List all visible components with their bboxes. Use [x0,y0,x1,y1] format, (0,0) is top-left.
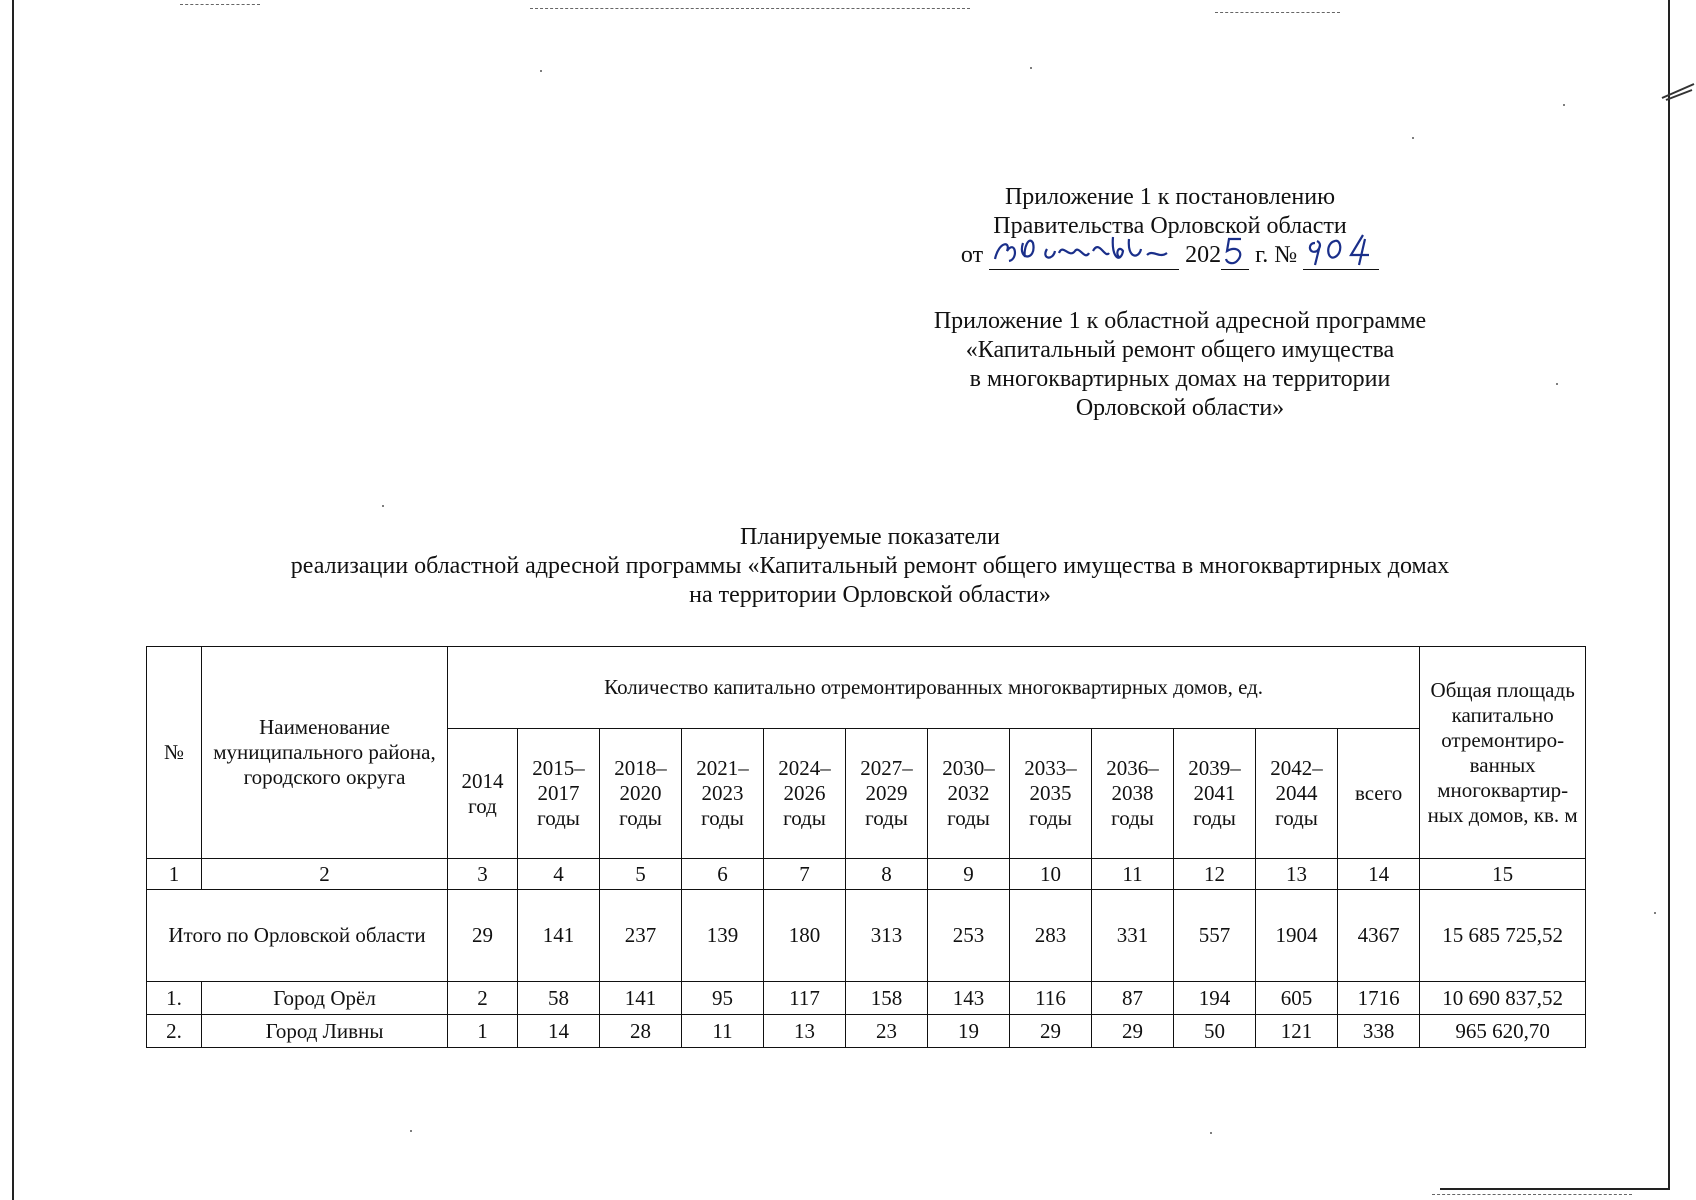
year-prefix: 202 [1185,242,1222,268]
column-number-6: 6 [682,859,764,890]
scan-speck [1412,137,1414,139]
row-value: 1716 [1338,982,1420,1015]
column-number-1: 1 [147,859,202,890]
header-name: Наименование муниципального района, городского округа [202,647,448,859]
column-number-4: 4 [518,859,600,890]
annex-program-line1: Приложение 1 к областной адресной программе [933,308,1427,334]
column-number-10: 10 [1010,859,1092,890]
header-period-4: 2021–2023 годы [682,729,764,859]
row-value: 116 [1010,982,1092,1015]
total-value: 283 [1010,890,1092,982]
row-name: Город Ливны [202,1015,448,1048]
total-value: 253 [928,890,1010,982]
header-group-count: Количество капитально отремонтированных многоквартирных домов, ед. [448,647,1420,729]
total-label: Итого по Орловской области [147,890,448,982]
row-value: 194 [1174,982,1256,1015]
handwritten-date-signature [989,229,1179,269]
annex-decree-block [960,183,1380,270]
row-value: 605 [1256,982,1338,1015]
total-value: 180 [764,890,846,982]
annex-decree-line2: Правительства Орловской области [993,213,1347,239]
column-number-8: 8 [846,859,928,890]
scan-artifact-line [1215,12,1340,14]
header-period-11: 2042–2044 годы [1256,729,1338,859]
handwritten-number-field [1303,243,1379,270]
row-area: 965 620,70 [1420,1015,1586,1048]
scan-artifact-line [1432,1194,1632,1196]
column-number-2: 2 [202,859,448,890]
column-number-7: 7 [764,859,846,890]
row-value: 121 [1256,1015,1338,1048]
title-line2: реализации областной адресной программы «Капитальный ремонт общего имущества в многоквартирных домах [290,553,1450,579]
column-number-11: 11 [1092,859,1174,890]
scan-edge-right [1668,0,1670,1190]
row-value: 29 [1092,1015,1174,1048]
total-value: 237 [600,890,682,982]
annex-program-block [900,307,1460,423]
row-value: 141 [600,982,682,1015]
scan-speck [1210,1132,1212,1134]
column-number-3: 3 [448,859,518,890]
row-value: 143 [928,982,1010,1015]
column-number-5: 5 [600,859,682,890]
scan-speck [1654,912,1656,914]
total-value: 313 [846,890,928,982]
handwritten-number [1303,229,1379,269]
scan-mark-icon [1660,80,1696,104]
annex-program-line4: Орловской области» [1075,395,1285,421]
total-value: 139 [682,890,764,982]
row-value: 87 [1092,982,1174,1015]
total-value: 1904 [1256,890,1338,982]
scan-edge-bottom [1440,1188,1670,1190]
header-period-12: всего [1338,729,1420,859]
row-value: 58 [518,982,600,1015]
row-value: 28 [600,1015,682,1048]
indicators-table [146,646,1586,1048]
annex-program-line3: в многоквартирных домах на территории [969,366,1391,392]
total-row [147,890,1586,982]
header-period-2: 2015–2017 годы [518,729,600,859]
row-value: 11 [682,1015,764,1048]
column-number-row [147,859,1586,890]
annex-decree-line1: Приложение 1 к постановлению [1004,184,1336,210]
header-period-1: 2014 год [448,729,518,859]
row-number: 2. [147,1015,202,1048]
scan-artifact-line [530,8,970,10]
row-value: 117 [764,982,846,1015]
row-value: 338 [1338,1015,1420,1048]
header-period-5: 2024–2026 годы [764,729,846,859]
handwritten-year-digit [1221,229,1249,269]
table-row [147,982,1586,1015]
scan-speck [382,505,384,507]
annex-program-line2: «Капитальный ремонт общего имущества [965,337,1395,363]
total-value: 557 [1174,890,1256,982]
row-value: 14 [518,1015,600,1048]
scan-speck [1563,104,1565,106]
row-value: 2 [448,982,518,1015]
title-line3: на территории Орловской области» [689,582,1051,608]
scan-edge-left [12,0,14,1200]
column-number-15: 15 [1420,859,1586,890]
total-area: 15 685 725,52 [1420,890,1586,982]
header-period-8: 2033–2035 годы [1010,729,1092,859]
row-value: 29 [1010,1015,1092,1048]
row-value: 1 [448,1015,518,1048]
total-value: 4367 [1338,890,1420,982]
header-period-9: 2036–2038 годы [1092,729,1174,859]
scan-artifact-line [180,4,260,6]
year-suffix: г. № [1255,242,1298,268]
header-period-3: 2018–2020 годы [600,729,682,859]
row-value: 23 [846,1015,928,1048]
column-number-13: 13 [1256,859,1338,890]
header-period-7: 2030–2032 годы [928,729,1010,859]
handwritten-date-field [989,243,1179,270]
row-value: 19 [928,1015,1010,1048]
header-row-group [147,647,1586,729]
row-name: Город Орёл [202,982,448,1015]
table-row [147,1015,1586,1048]
row-value: 13 [764,1015,846,1048]
row-value: 95 [682,982,764,1015]
total-value: 141 [518,890,600,982]
column-number-14: 14 [1338,859,1420,890]
document-title [120,523,1620,610]
scan-speck [1030,67,1032,69]
row-area: 10 690 837,52 [1420,982,1586,1015]
handwritten-year-field [1221,243,1249,270]
column-number-12: 12 [1174,859,1256,890]
scan-speck [540,70,542,72]
scan-speck [410,1130,412,1132]
title-line1: Планируемые показатели [740,524,1000,550]
from-prefix: от [960,242,984,268]
row-number: 1. [147,982,202,1015]
header-area: Общая площадь капитально отремонтиро-ванных многоквартир-ных домов, кв. м [1420,647,1586,859]
row-value: 50 [1174,1015,1256,1048]
header-period-6: 2027–2029 годы [846,729,928,859]
header-no: № [147,647,202,859]
annex-decree-date-line [960,241,1380,270]
column-number-9: 9 [928,859,1010,890]
header-period-10: 2039–2041 годы [1174,729,1256,859]
row-value: 158 [846,982,928,1015]
scan-speck [1556,383,1558,385]
total-value: 29 [448,890,518,982]
total-value: 331 [1092,890,1174,982]
